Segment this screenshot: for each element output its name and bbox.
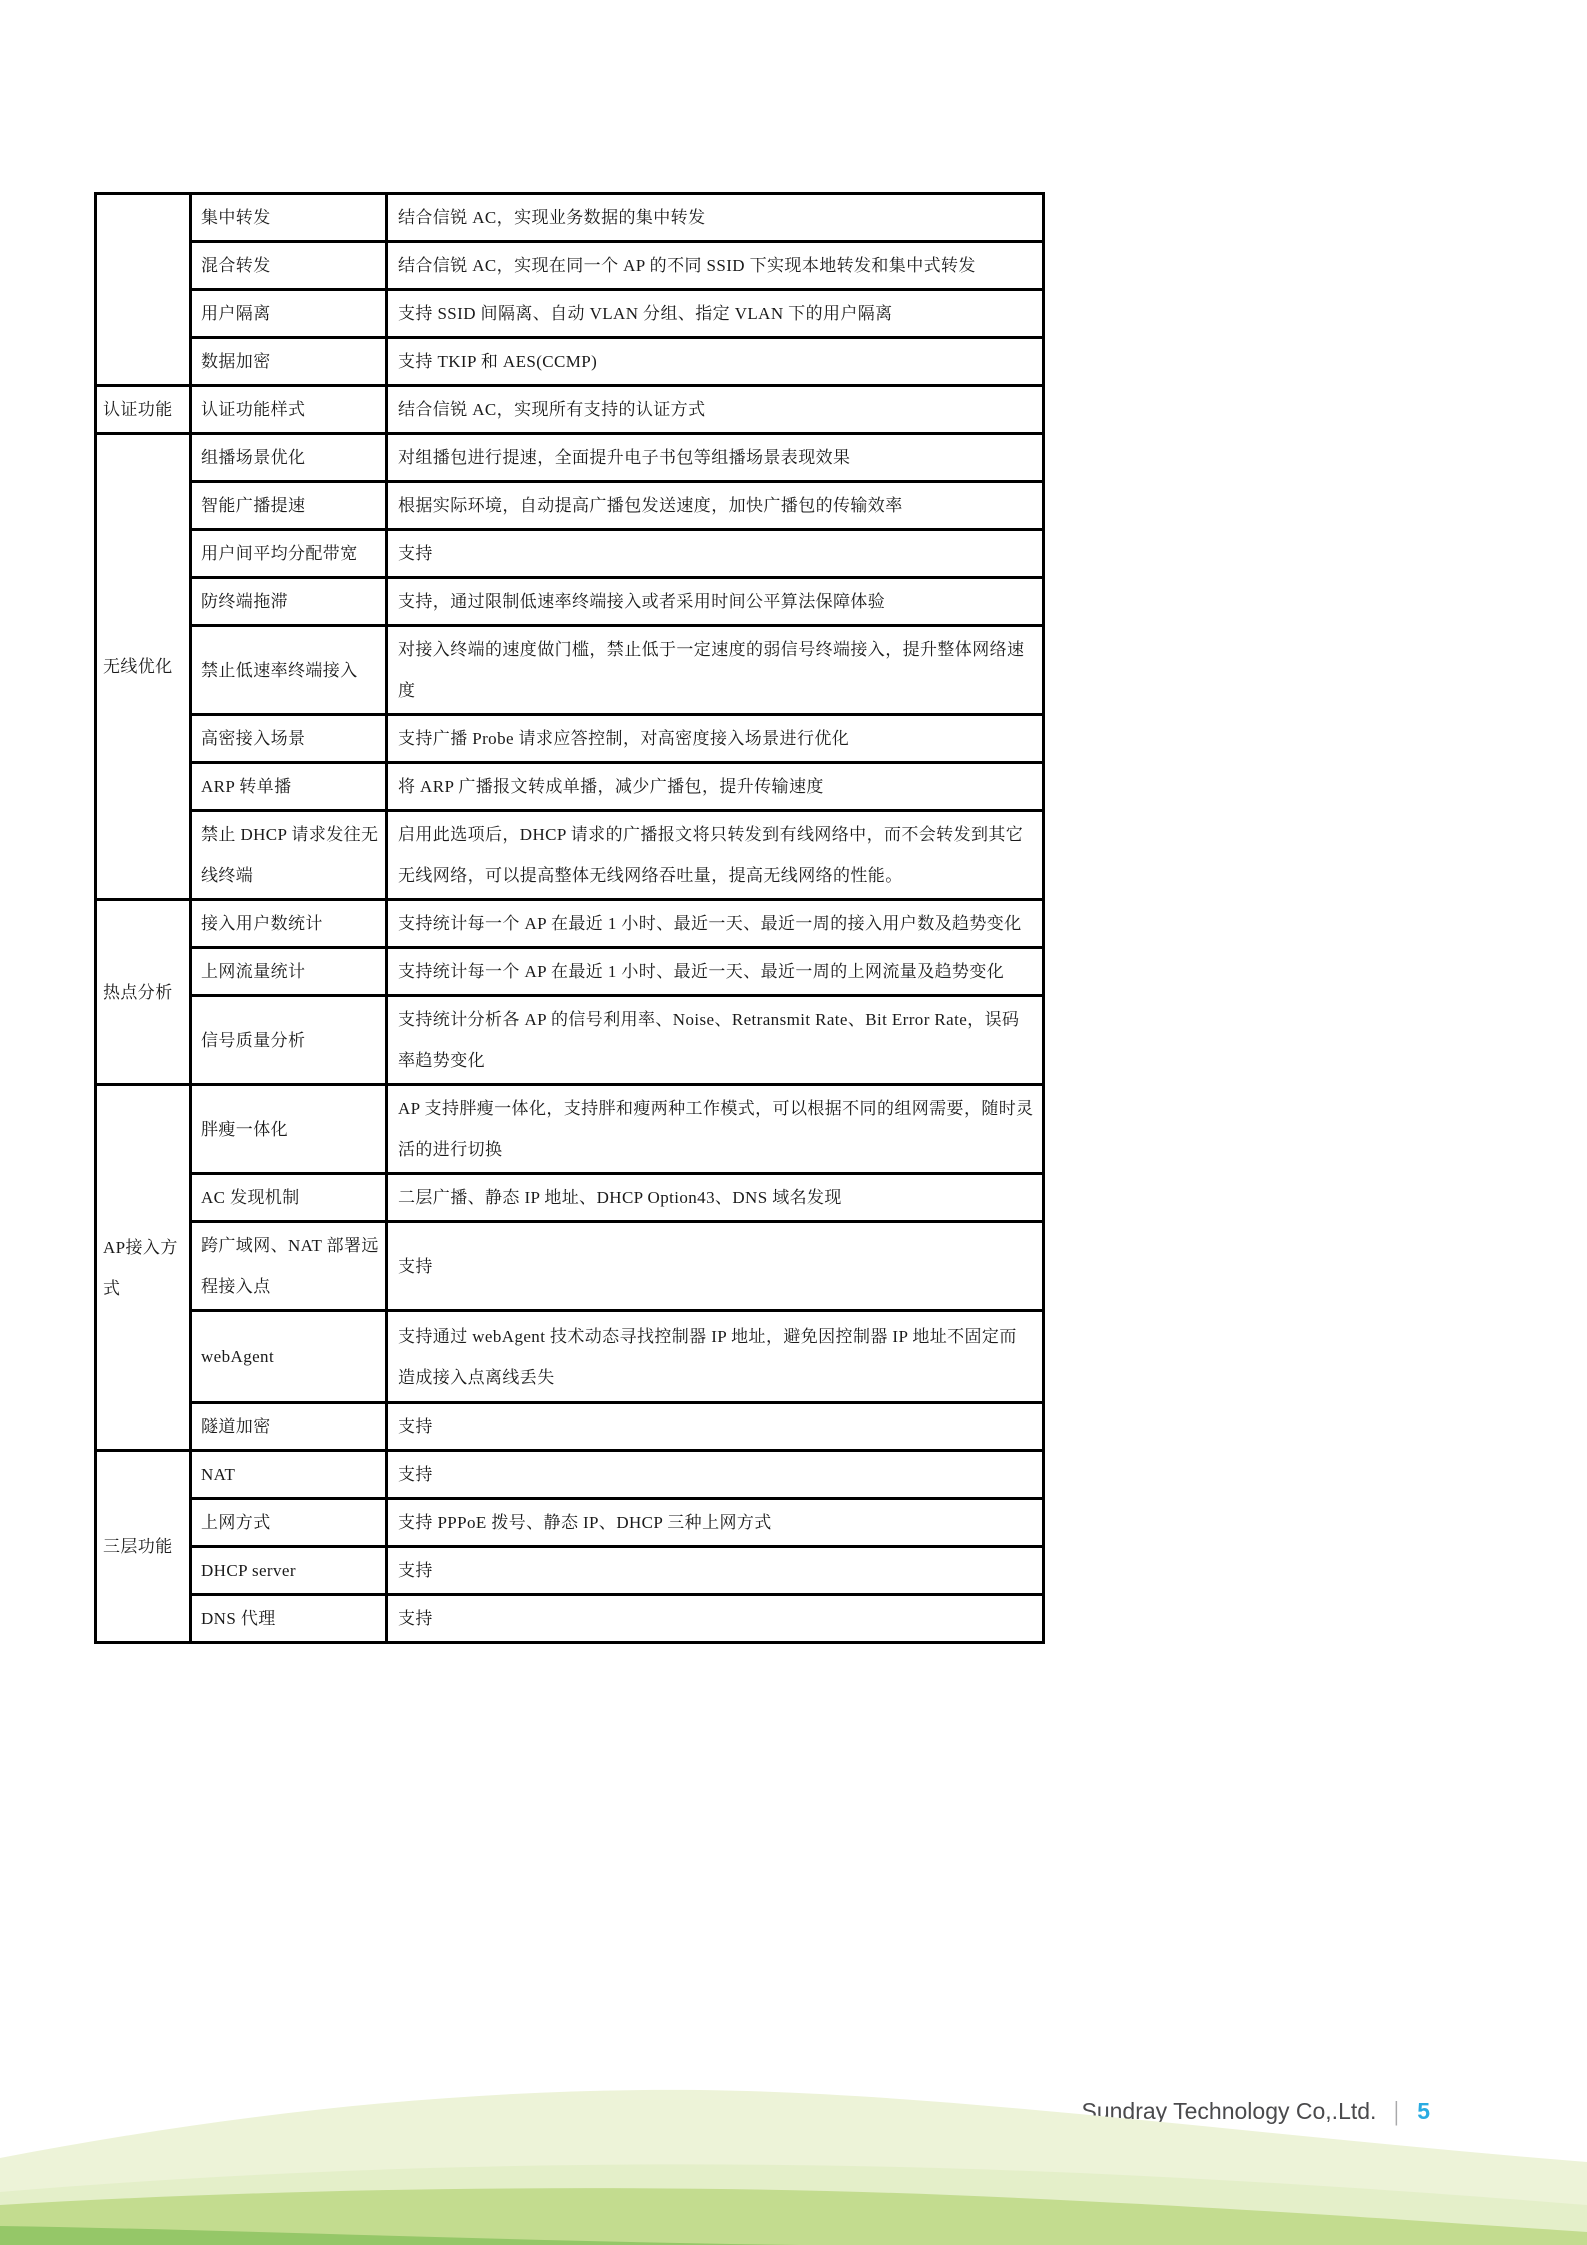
- feature-cell: 跨广域网、NAT 部署远程接入点: [191, 1222, 387, 1311]
- description-cell: 支持: [387, 1595, 1044, 1643]
- feature-cell: 数据加密: [191, 338, 387, 386]
- description-cell: 对组播包进行提速，全面提升电子书包等组播场景表现效果: [387, 434, 1044, 482]
- table-row: [96, 482, 1044, 530]
- feature-cell: 用户间平均分配带宽: [191, 530, 387, 578]
- category-cell: [96, 194, 191, 386]
- table-row: [96, 338, 1044, 386]
- table-row: [96, 811, 1044, 900]
- description-cell: 支持 SSID 间隔离、自动 VLAN 分组、指定 VLAN 下的用户隔离: [387, 290, 1044, 338]
- feature-cell: 认证功能样式: [191, 386, 387, 434]
- feature-cell: 禁止低速率终端接入: [191, 626, 387, 715]
- feature-cell: ARP 转单播: [191, 763, 387, 811]
- table-row: [96, 1403, 1044, 1451]
- table-row: [96, 996, 1044, 1085]
- category-cell: 热点分析: [96, 900, 191, 1085]
- table-row: [96, 626, 1044, 715]
- feature-cell: 高密接入场景: [191, 715, 387, 763]
- category-cell: 三层功能: [96, 1451, 191, 1643]
- description-cell: 支持通过 webAgent 技术动态寻找控制器 IP 地址，避免因控制器 IP 地址不固定而造成接入点离线丢失: [387, 1311, 1044, 1403]
- table-row: [96, 1174, 1044, 1222]
- feature-cell: NAT: [191, 1451, 387, 1499]
- table-row: [96, 578, 1044, 626]
- description-cell: 支持统计分析各 AP 的信号利用率、Noise、Retransmit Rate、Bit Error Rate，误码率趋势变化: [387, 996, 1044, 1085]
- table-row: [96, 242, 1044, 290]
- table-row: [96, 715, 1044, 763]
- table-row: [96, 900, 1044, 948]
- description-cell: 支持 PPPoE 拨号、静态 IP、DHCP 三种上网方式: [387, 1499, 1044, 1547]
- feature-cell: 接入用户数统计: [191, 900, 387, 948]
- table-row: [96, 194, 1044, 242]
- description-cell: 支持，通过限制低速率终端接入或者采用时间公平算法保障体验: [387, 578, 1044, 626]
- category-cell: 认证功能: [96, 386, 191, 434]
- feature-cell: DNS 代理: [191, 1595, 387, 1643]
- category-cell: AP接入方式: [96, 1085, 191, 1451]
- description-cell: 支持: [387, 1222, 1044, 1311]
- company-name: Sundray Technology Co,.Ltd.: [1081, 2098, 1377, 2124]
- description-cell: 将 ARP 广播报文转成单播，减少广播包，提升传输速度: [387, 763, 1044, 811]
- feature-cell: 上网流量统计: [191, 948, 387, 996]
- table-row: [96, 1595, 1044, 1643]
- description-cell: 支持统计每一个 AP 在最近 1 小时、最近一天、最近一周的上网流量及趋势变化: [387, 948, 1044, 996]
- footer-separator: |: [1394, 2096, 1400, 2126]
- description-cell: 支持 TKIP 和 AES(CCMP): [387, 338, 1044, 386]
- description-cell: 结合信锐 AC，实现业务数据的集中转发: [387, 194, 1044, 242]
- feature-cell: 隧道加密: [191, 1403, 387, 1451]
- feature-cell: 智能广播提速: [191, 482, 387, 530]
- description-cell: AP 支持胖瘦一体化，支持胖和瘦两种工作模式，可以根据不同的组网需要，随时灵活的进行切换: [387, 1085, 1044, 1174]
- feature-cell: 信号质量分析: [191, 996, 387, 1085]
- feature-cell: 胖瘦一体化: [191, 1085, 387, 1174]
- description-cell: 结合信锐 AC，实现所有支持的认证方式: [387, 386, 1044, 434]
- description-cell: 支持统计每一个 AP 在最近 1 小时、最近一天、最近一周的接入用户数及趋势变化: [387, 900, 1044, 948]
- table-row: [96, 1547, 1044, 1595]
- table-row: [96, 948, 1044, 996]
- feature-spec-table-container: [94, 192, 1034, 1644]
- description-cell: 根据实际环境，自动提高广播包发送速度，加快广播包的传输效率: [387, 482, 1044, 530]
- table-row: [96, 1222, 1044, 1311]
- description-cell: 支持: [387, 1547, 1044, 1595]
- table-row: [96, 1451, 1044, 1499]
- feature-cell: DHCP server: [191, 1547, 387, 1595]
- description-cell: 支持: [387, 1451, 1044, 1499]
- feature-cell: 混合转发: [191, 242, 387, 290]
- feature-cell: AC 发现机制: [191, 1174, 387, 1222]
- description-cell: 启用此选项后，DHCP 请求的广播报文将只转发到有线网络中，而不会转发到其它无线网络，可以提高整体无线网络吞吐量，提高无线网络的性能。: [387, 811, 1044, 900]
- table-row: [96, 1499, 1044, 1547]
- page-number: 5: [1417, 2098, 1430, 2124]
- feature-spec-table: [94, 192, 1045, 1644]
- table-row: [96, 1311, 1044, 1403]
- table-row: [96, 434, 1044, 482]
- feature-cell: webAgent: [191, 1311, 387, 1403]
- table-row: [96, 290, 1044, 338]
- feature-cell: 集中转发: [191, 194, 387, 242]
- feature-cell: 用户隔离: [191, 290, 387, 338]
- description-cell: 支持: [387, 1403, 1044, 1451]
- footer-wave-decoration: [0, 2015, 1587, 2245]
- category-cell: 无线优化: [96, 434, 191, 900]
- table-row: [96, 1085, 1044, 1174]
- table-row: [96, 386, 1044, 434]
- feature-cell: 组播场景优化: [191, 434, 387, 482]
- description-cell: 结合信锐 AC，实现在同一个 AP 的不同 SSID 下实现本地转发和集中式转发: [387, 242, 1044, 290]
- feature-cell: 上网方式: [191, 1499, 387, 1547]
- description-cell: 支持广播 Probe 请求应答控制，对高密度接入场景进行优化: [387, 715, 1044, 763]
- table-row: [96, 763, 1044, 811]
- description-cell: 支持: [387, 530, 1044, 578]
- feature-cell: 禁止 DHCP 请求发往无线终端: [191, 811, 387, 900]
- description-cell: 二层广播、静态 IP 地址、DHCP Option43、DNS 域名发现: [387, 1174, 1044, 1222]
- table-row: [96, 530, 1044, 578]
- description-cell: 对接入终端的速度做门槛，禁止低于一定速度的弱信号终端接入，提升整体网络速度: [387, 626, 1044, 715]
- feature-cell: 防终端拖滞: [191, 578, 387, 626]
